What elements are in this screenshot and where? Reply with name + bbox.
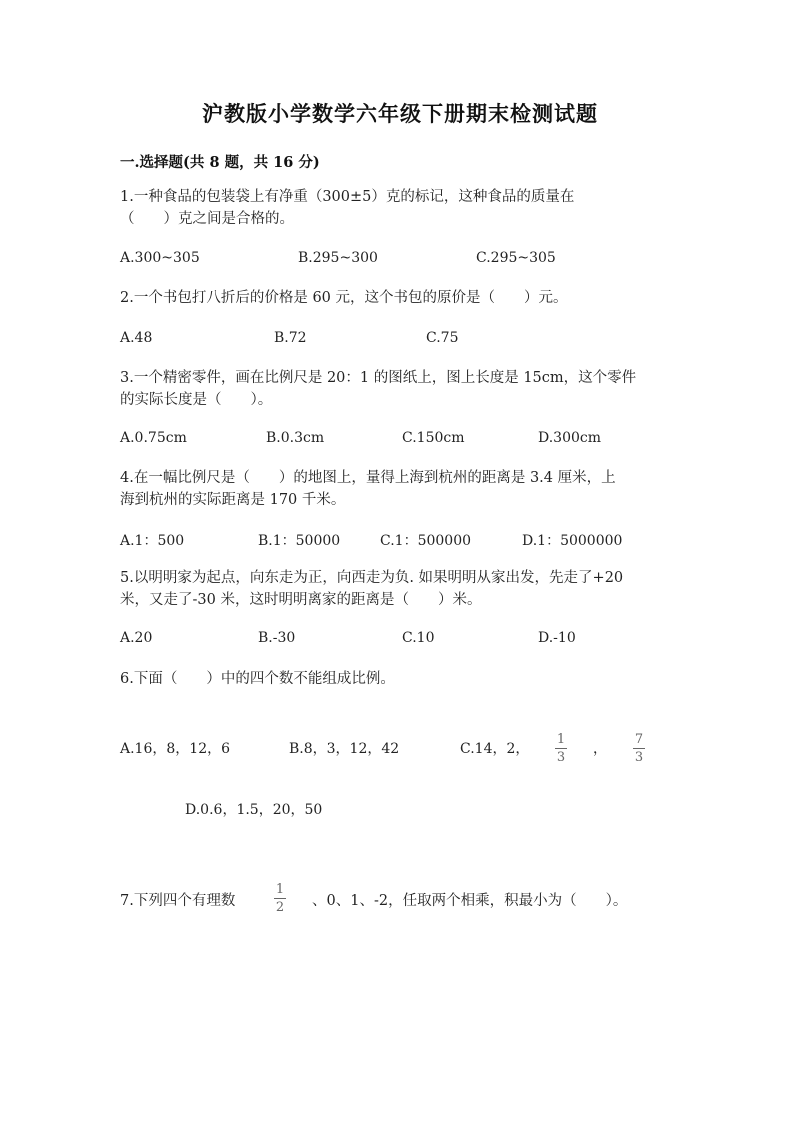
q6-option-a: A.16，8，12，6 <box>120 741 231 757</box>
question-7-fraction <box>274 883 286 914</box>
q3-option-a: A.0.75cm <box>120 430 187 446</box>
section-heading: 一.选择题(共 8 题，共 16 分) <box>120 154 320 171</box>
q6-option-c: C.14，2， <box>460 741 530 757</box>
fraction-bar <box>555 748 567 749</box>
question-5-line-2: 米，又走了-30 米，这时明明离家的距离是（ ）米。 <box>120 592 482 608</box>
q4-option-d: D.1：5000000 <box>522 533 623 549</box>
q5-option-b: B.-30 <box>258 630 296 646</box>
question-3 <box>120 367 680 411</box>
page-title: 沪教版小学数学六年级下册期末检测试题 <box>202 101 598 126</box>
question-3-line-1: 3.一个精密零件，画在比例尺是 20：1 的图纸上，图上长度是 15cm，这个零件 <box>120 370 637 386</box>
q5-option-a: A.20 <box>120 630 153 646</box>
q4-option-b: B.1：50000 <box>258 533 341 549</box>
q6-option-d: D.0.6，1.5，20，50 <box>185 802 323 818</box>
fraction-denominator: 2 <box>275 900 285 915</box>
q3-option-c: C.150cm <box>402 430 465 446</box>
q5-option-c: C.10 <box>402 630 435 646</box>
fraction-bar <box>274 898 286 899</box>
question-3-line-2: 的实际长度是（ ）。 <box>120 392 273 408</box>
q6-option-b: B.8，3，12，42 <box>289 741 400 757</box>
question-2 <box>120 287 680 309</box>
q1-option-b: B.295~300 <box>298 250 378 266</box>
fraction-denominator: 3 <box>634 750 644 765</box>
q4-option-a: A.1：500 <box>120 533 185 549</box>
question-1-line-1: 1.一种食品的包装袋上有净重（300±5）克的标记，这种食品的质量在 <box>120 189 575 205</box>
question-2-line-1: 2.一个书包打八折后的价格是 60 元，这个书包的原价是（ ）元。 <box>120 290 568 306</box>
question-6 <box>120 668 680 690</box>
q2-option-c: C.75 <box>426 330 459 346</box>
q3-option-b: B.0.3cm <box>266 430 325 446</box>
question-1-line-2: （ ）克之间是合格的。 <box>120 211 294 227</box>
question-1 <box>120 186 680 230</box>
fraction-numerator: 1 <box>556 732 566 747</box>
question-5 <box>120 567 680 611</box>
fraction-numerator: 7 <box>634 732 644 747</box>
q2-option-a: A.48 <box>120 330 153 346</box>
fraction-bar <box>633 748 645 749</box>
q6-option-c-separator: ， <box>593 741 607 757</box>
q2-option-b: B.72 <box>274 330 307 346</box>
question-4 <box>120 467 680 511</box>
q5-option-d: D.-10 <box>538 630 576 646</box>
question-4-line-1: 4.在一幅比例尺是（ ）的地图上，量得上海到杭州的距离是 3.4 厘米，上 <box>120 470 616 486</box>
q6-option-c-fraction-2 <box>633 733 645 764</box>
q1-option-c: C.295~305 <box>476 250 556 266</box>
question-5-line-1: 5.以明明家为起点，向东走为正，向西走为负. 如果明明从家出发，先走了+20 <box>120 570 624 586</box>
question-7-prefix: 7.下列四个有理数 <box>120 893 236 909</box>
question-4-line-2: 海到杭州的实际距离是 170 千米。 <box>120 492 346 508</box>
question-7-suffix: 、0、1、-2，任取两个相乘，积最小为（ ）。 <box>312 893 628 909</box>
question-6-line-1: 6.下面（ ）中的四个数不能组成比例。 <box>120 671 395 687</box>
q4-option-c: C.1：500000 <box>380 533 472 549</box>
q6-option-c-fraction-1 <box>555 733 567 764</box>
q1-option-a: A.300~305 <box>120 250 200 266</box>
fraction-denominator: 3 <box>556 750 566 765</box>
fraction-numerator: 1 <box>275 882 285 897</box>
q3-option-d: D.300cm <box>538 430 602 446</box>
